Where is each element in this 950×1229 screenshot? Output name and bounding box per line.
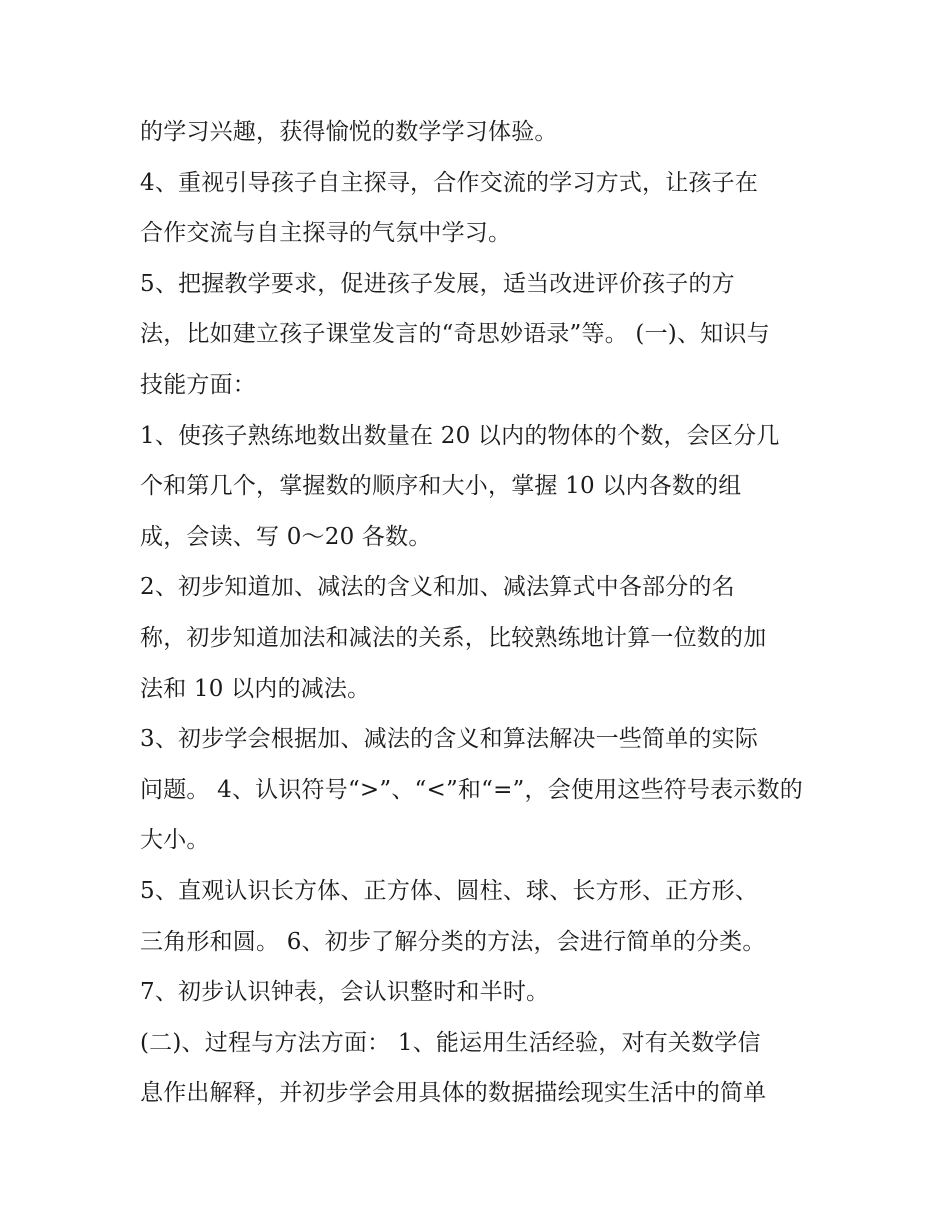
text-line: 问题。 4、认识符号“>”、“<”和“=”，会使用这些符号表示数的 — [140, 776, 803, 803]
text-line: 2、初步知道加、减法的含义和加、减法算式中各部分的名 — [140, 574, 735, 601]
text-line: 法，比如建立孩子课堂发言的“奇思妙语录”等。 (一)、知识与 — [140, 321, 770, 348]
text-line: 息作出解释，并初步学会用具体的数据描绘现实生活中的简单 — [140, 1080, 767, 1107]
text-line: 个和第几个，掌握数的顺序和大小，掌握 10 以内各数的组 — [140, 473, 742, 500]
text-line: 大小。 — [140, 827, 210, 854]
text-line: 法和 10 以内的减法。 — [140, 675, 371, 702]
text-line: 4、重视引导孩子自主探寻，合作交流的学习方式，让孩子在 — [140, 169, 759, 196]
text-line: 成，会读、写 0～20 各数。 — [140, 523, 432, 550]
document-body — [140, 107, 830, 1119]
text-line: 技能方面： — [140, 371, 256, 398]
text-line: 5、把握教学要求，促进孩子发展，适当改进评价孩子的方 — [140, 270, 735, 297]
text-line: (二)、过程与方法方面： 1、能运用生活经验，对有关数学信 — [140, 1029, 761, 1056]
text-line: 三角形和圆。 6、初步了解分类的方法，会进行简单的分类。 — [140, 928, 766, 955]
text-line: 的学习兴趣，获得愉悦的数学学习体验。 — [140, 119, 558, 145]
text-line: 合作交流与自主探寻的气氛中学习。 — [140, 220, 512, 247]
text-line: 3、初步学会根据加、减法的含义和算法解决一些简单的实际 — [140, 726, 759, 753]
text-line: 1、使孩子熟练地数出数量在 20 以内的物体的个数，会区分几 — [140, 422, 780, 449]
text-line: 5、直观认识长方体、正方体、圆柱、球、长方形、正方形、 — [140, 877, 759, 904]
text-line: 称，初步知道加法和减法的关系，比较熟练地计算一位数的加 — [140, 624, 767, 651]
text-line: 7、初步认识钟表，会认识整时和半时。 — [140, 979, 550, 1006]
